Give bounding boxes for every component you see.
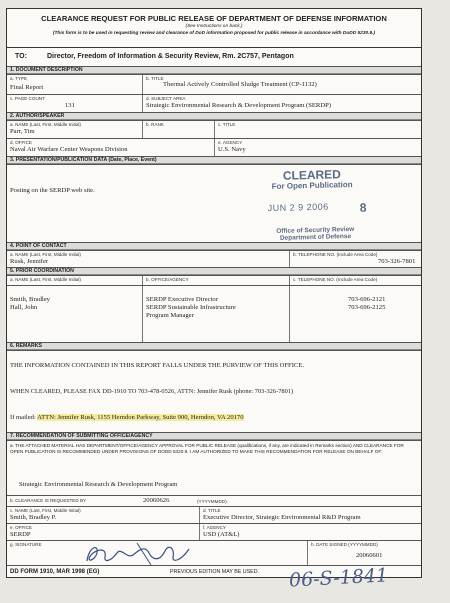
previous-edition-note: PREVIOUS EDITION MAY BE USED.: [170, 569, 259, 575]
cleared-stamp: [237, 167, 388, 242]
stamp-number: 8: [359, 200, 367, 215]
section-3-header: 3. PRESENTATION/PUBLICATION DATA (Date, Place, Event): [7, 156, 421, 164]
author-title-label: c. TITLE: [218, 122, 236, 127]
coordination-value-row: [7, 285, 421, 342]
stamp-office: Office of Security Review Department of Defense: [276, 225, 355, 242]
mailed-address: ATTN: Jennifer Rusk, 1155 Herndon Parkway, Suite 900, Herndon, VA 20170: [37, 414, 244, 421]
section-5-header: 5. PRIOR COORDINATION: [7, 267, 421, 275]
contact-row: [7, 250, 421, 267]
clearance-request-form: [6, 8, 422, 578]
remarks-mailed: [10, 414, 244, 422]
date-signed-value: 20060601: [356, 552, 383, 559]
signer-name-value: Smith, Bradley P.: [10, 514, 57, 521]
author-name-value: Parr, Tim: [10, 128, 35, 135]
signature-row: [7, 540, 421, 566]
coord-phones: 703-696-2121 703-696-2125: [348, 296, 386, 311]
doc-row-2: [7, 94, 421, 112]
author-row-1: [7, 120, 421, 138]
section-4-header: 4. POINT OF CONTACT: [7, 242, 421, 250]
agency-label: e. AGENCY: [218, 140, 243, 145]
coordination-label-row: [7, 275, 421, 285]
clearance-by-value: 20060626: [143, 497, 170, 504]
signature-label: g. SIGNATURE: [10, 542, 42, 547]
type-value: Final Report: [10, 84, 44, 91]
remarks-line-1: THE INFORMATION CONTAINED IN THIS REPORT FALLS UNDER THE PURVIEW OF THIS OFFICE.: [10, 362, 304, 369]
signer-row-2: [7, 523, 421, 540]
coord-names: Smith, Bradley Hall, John: [10, 296, 50, 311]
contact-phone-label: b. TELEPHONE NO. (Include Area Code): [293, 252, 378, 257]
subject-value: Strategic Environmental Research & Development Program (SERDP): [146, 102, 331, 109]
recommendation-paragraph: a. THE ATTACHED MATERIAL HAS DEPARTMENT/OFFICE/AGENCY APPROVAL FOR PUBLIC RELEASE (qualifications, if any, are indicated in Remarks section) AND CLEARANCE FOR OPEN PUBLICATION IS RECOMMENDED UNDER PROVISIONS OF DODD 5320.9. I AM AUTHORIZED TO MAKE THIS RECOMMENDATION FOR RELEASE ON BEHALF OF:: [10, 443, 404, 454]
agency-value: U.S. Navy: [218, 146, 246, 153]
subject-label: d. SUBJECT AREA: [146, 96, 186, 101]
coord-offices: SERDP Executive Director SERDP Sustainable Infrastructure Program Manager: [146, 296, 236, 319]
stamp-open-publication: For Open Publication: [271, 179, 353, 192]
remarks-row: [7, 350, 421, 432]
author-name-label: a. NAME (Last, First, Middle Initial): [10, 122, 81, 127]
contact-name-value: Rusk, Jennifer: [10, 258, 49, 265]
contact-name-label: a. NAME (Last, First, Middle Initial): [10, 252, 81, 257]
author-row-2: [7, 138, 421, 156]
signer-office-value: SERDP: [10, 531, 31, 538]
signer-office-label: e. OFFICE: [10, 525, 32, 530]
page-count-label: c. PAGE COUNT: [10, 96, 45, 101]
signer-title-value: Executive Director, Strategic Environmental R&D Program: [203, 514, 361, 521]
handwritten-case-number: 06-S-1841: [288, 564, 389, 592]
coord-name-label: a. NAME (Last, First, Middle Initial): [10, 277, 81, 282]
to-row: [7, 47, 421, 66]
form-subtitle: (See Instructions on back.): [185, 24, 243, 29]
coord-phone-label: c. TELEPHONE NO. (Include Area Code): [293, 277, 378, 282]
date-signed-label: h. DATE SIGNED (YYYYMMDD): [311, 542, 378, 547]
clearance-requested-row: [7, 495, 421, 506]
section-2-header: 2. AUTHOR/SPEAKER: [7, 112, 421, 120]
form-title: CLEARANCE REQUEST FOR PUBLIC RELEASE OF DEPARTMENT OF DEFENSE INFORMATION: [41, 14, 387, 23]
office-value: Naval Air Warfare Center Weapons Division: [10, 146, 128, 153]
form-number: DD FORM 1910, MAR 1998 (EG): [10, 569, 100, 575]
section-1-header: 1. DOCUMENT DESCRIPTION: [7, 66, 421, 74]
behalf-value: Strategic Environmental Research & Development Program: [19, 481, 178, 488]
to-label: TO:: [15, 53, 27, 60]
clearance-by-label: b. CLEARANCE IS REQUESTED BY: [10, 498, 87, 503]
doc-row-1: [7, 74, 421, 94]
coord-office-label: b. OFFICE/AGENCY: [146, 277, 189, 282]
remarks-line-2: WHEN CLEARED, PLEASE FAX DD-1910 TO 703-478-0526, ATTN: Jennifer Rusk (phone: 703-326-7801): [10, 388, 294, 395]
title-value: Thermal Actively Controlled Sludge Treatment (CP-1132): [163, 81, 317, 88]
to-value: Director, Freedom of Information & Security Review, Rm. 2C757, Pentagon: [47, 53, 294, 60]
section-6-header: 6. REMARKS: [7, 342, 421, 350]
page-count-value: 131: [65, 102, 75, 109]
signer-agency-label: f. AGENCY: [203, 525, 226, 530]
clearance-by-format: (YYYYMMDD).: [197, 499, 228, 504]
title-label: b. TITLE: [146, 76, 164, 81]
office-label: d. OFFICE: [10, 140, 32, 145]
mailed-prefix: If mailed:: [10, 414, 36, 421]
stamp-cleared: CLEARED: [282, 167, 342, 183]
section-7-header: 7. RECOMMENDATION OF SUBMITTING OFFICE/AGENCY: [7, 432, 421, 440]
signer-title-label: d. TITLE: [203, 508, 221, 513]
recommendation-row: [7, 440, 421, 495]
presentation-value: Posting on the SERDP web site.: [10, 187, 95, 194]
contact-phone-value: 703-326-7801: [378, 258, 416, 265]
signer-row-1: [7, 506, 421, 523]
type-label: a. TYPE: [10, 76, 28, 81]
handwritten-signature: [77, 541, 197, 567]
rank-label: b. RANK: [146, 122, 164, 127]
signer-agency-value: USD (AT&L): [203, 531, 240, 538]
form-note: (This form is to be used in requesting review and clearance of DoD information proposed for public release in accordance with DoDD 5230.9.): [52, 31, 376, 36]
signer-name-label: c. NAME (Last, First, Middle Initial): [10, 508, 81, 513]
stamp-date: JUN 2 9 2006: [267, 201, 329, 214]
